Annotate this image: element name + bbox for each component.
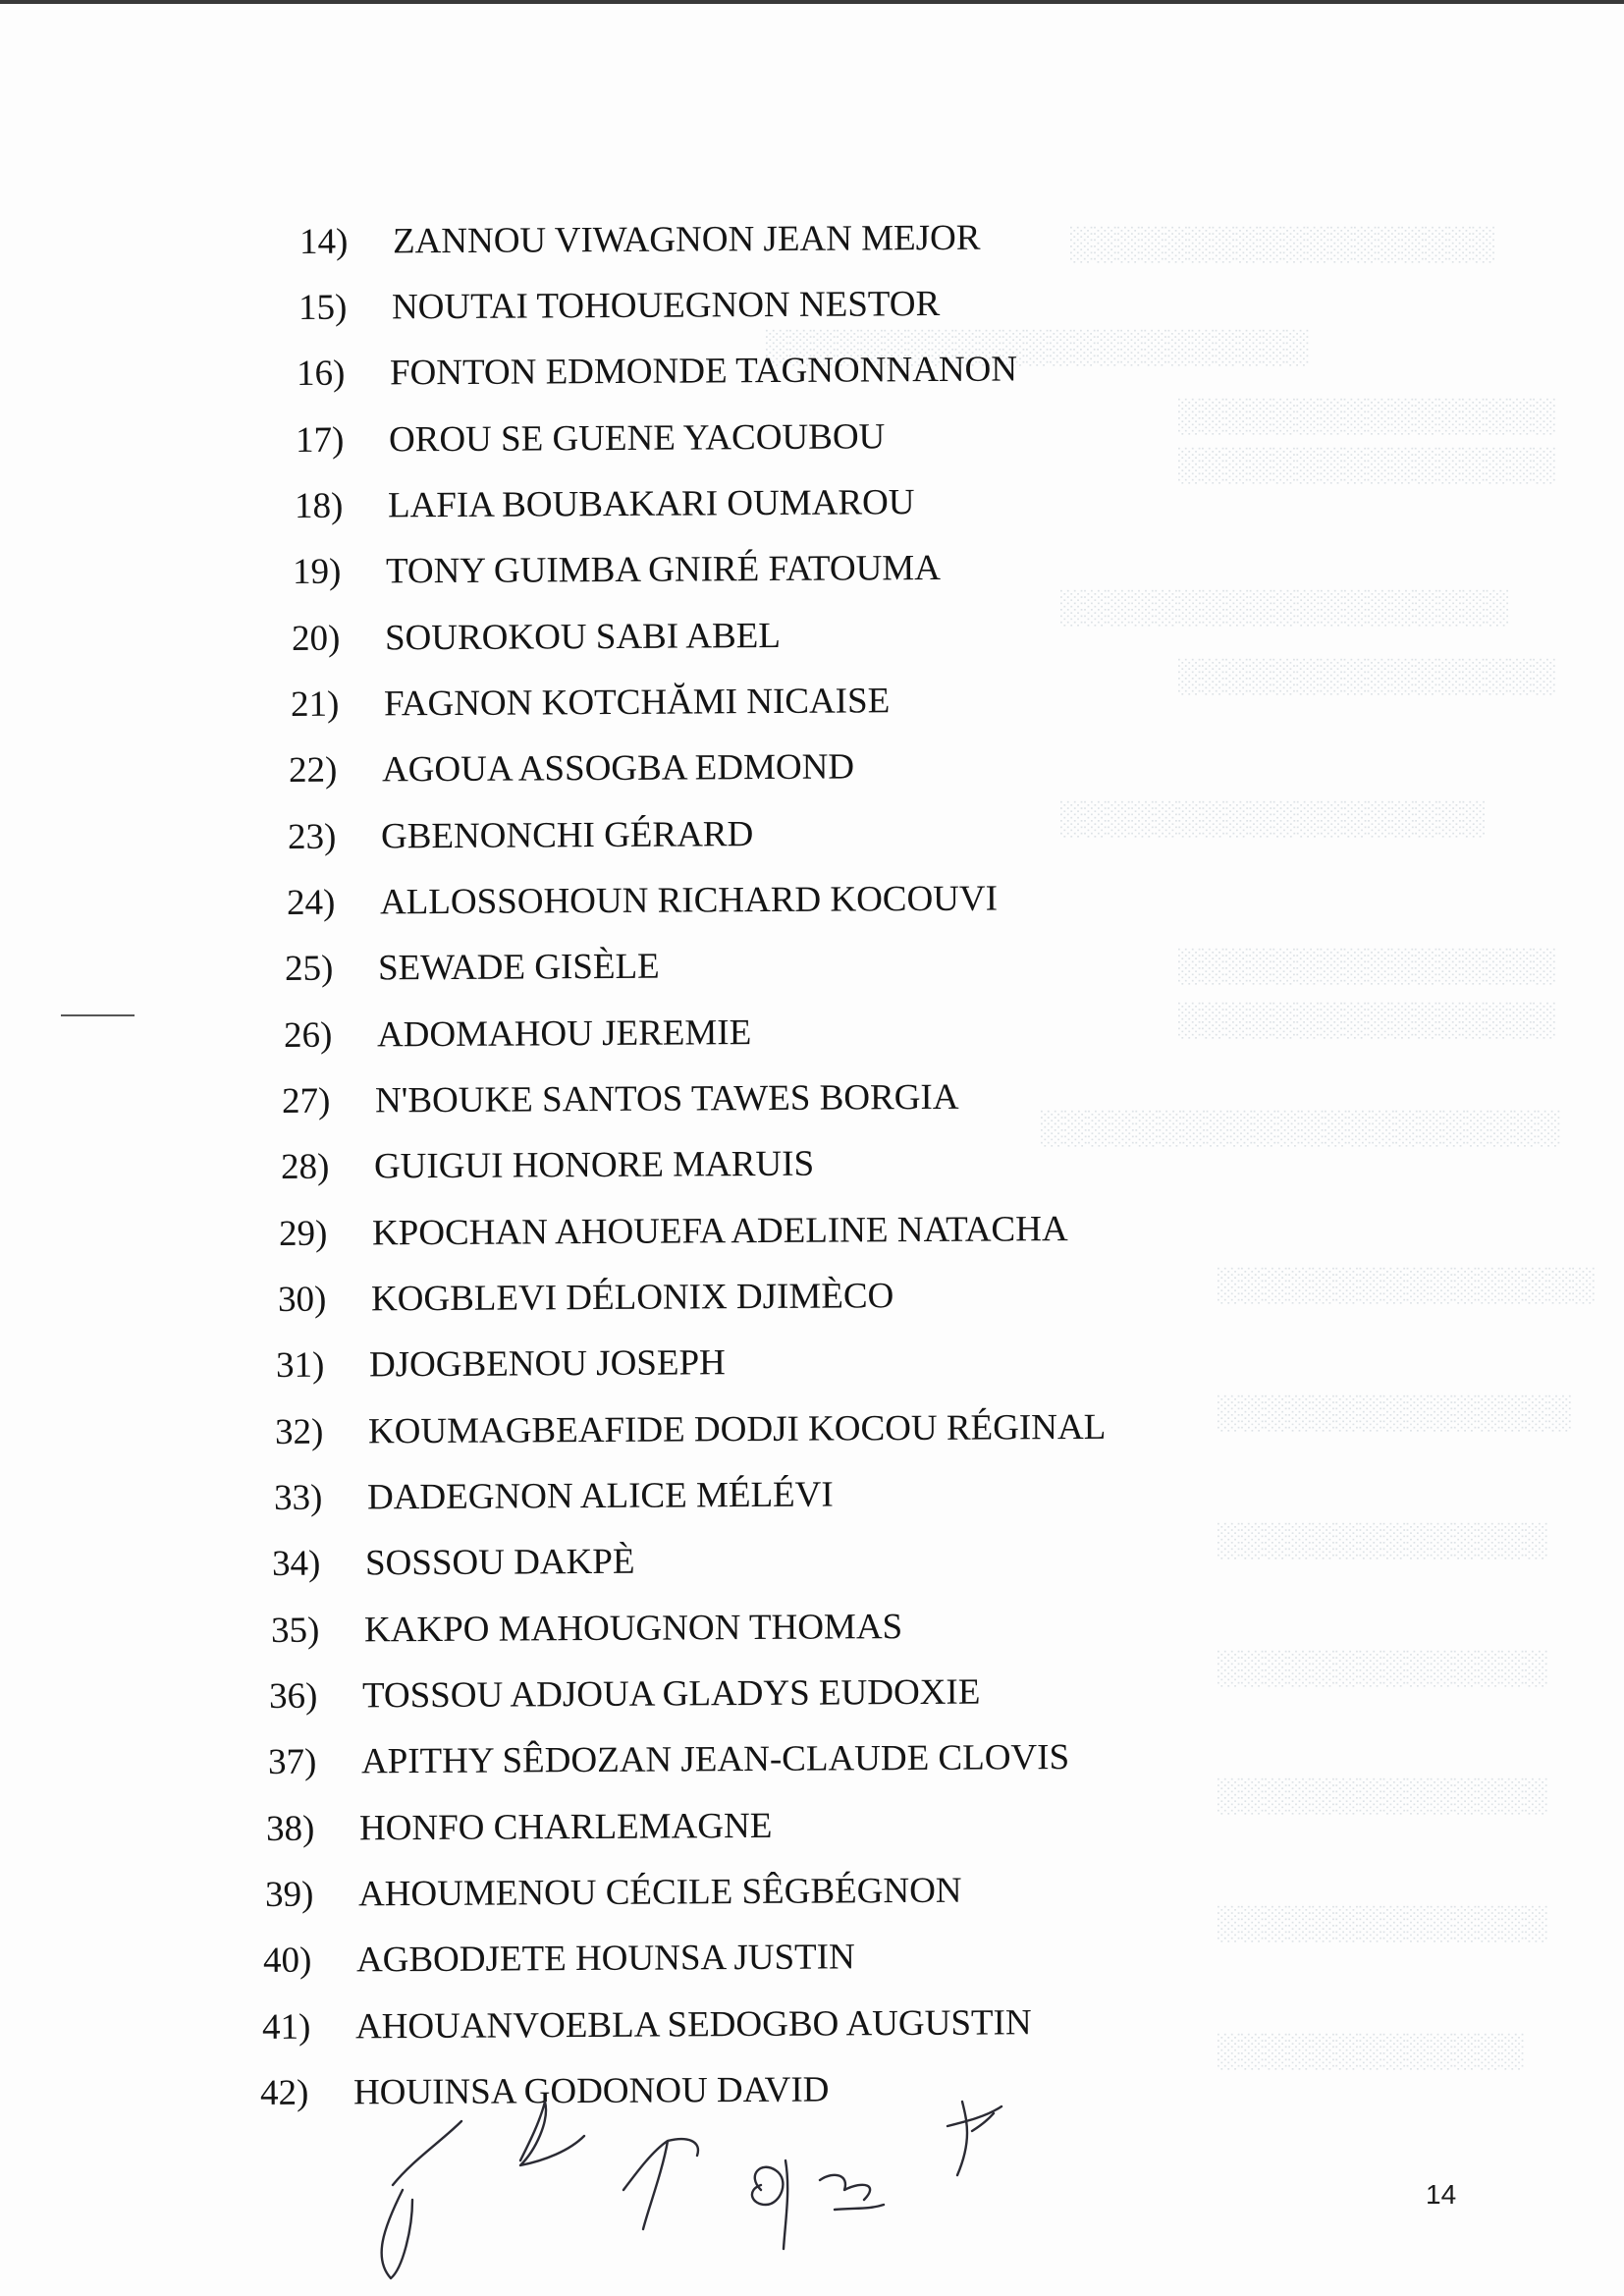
list-item-name: HONFO CHARLEMAGNE xyxy=(358,1805,773,1849)
list-item-name: FONTON EDMONDE TAGNONNANON xyxy=(389,349,1018,394)
bleed-through-text: ░░░░░░░░░░░░░░░░ xyxy=(1178,948,1557,984)
list-item xyxy=(284,1009,752,1061)
list-item-name: FAGNON KOTCHĂMI NICAISE xyxy=(383,681,891,725)
bleed-through-text: ░░░░░░░░░░░░░░░░░░░ xyxy=(1060,589,1510,626)
list-item-name: SOSSOU DAKPÈ xyxy=(364,1541,635,1584)
list-item-number: 31) xyxy=(275,1344,325,1386)
handwritten-signatures xyxy=(373,2082,1080,2288)
list-item xyxy=(285,943,660,994)
bleed-through-text: ░░░░░░░░░░░░░░░░ xyxy=(1178,658,1557,694)
signature-stroke xyxy=(520,2102,584,2165)
list-item-name: HOUINSA GODONOU DAVID xyxy=(352,2069,830,2113)
list-item-name: SEWADE GISÈLE xyxy=(377,946,660,989)
list-item-number: 36) xyxy=(268,1675,318,1717)
list-item-name: TOSSOU ADJOUA GLADYS EUDOXIE xyxy=(361,1671,981,1717)
bleed-through-text: ░░░░░░░░░░░░░░░░ xyxy=(1178,447,1557,483)
list-item-name: AHOUANVOEBLA SEDOGBO AUGUSTIN xyxy=(354,2002,1032,2048)
list-item-number: 38) xyxy=(265,1808,315,1849)
list-item-name: GUIGUI HONORE MARUIS xyxy=(373,1143,815,1187)
list-item-name: KOUMAGBEAFIDE DODJI KOCOU RÉGINAL xyxy=(367,1406,1107,1452)
list-item-name: DJOGBENOU JOSEPH xyxy=(368,1342,726,1386)
list-item-name: AGOUA ASSOGBA EDMOND xyxy=(381,746,855,791)
list-item-number: 19) xyxy=(292,551,342,592)
list-item xyxy=(275,1403,1107,1457)
list-item-number: 26) xyxy=(283,1014,333,1056)
list-item xyxy=(265,1867,962,1920)
list-item-name: NOUTAI TOHOUEGNON NESTOR xyxy=(391,284,941,328)
list-item-name: ZANNOU VIWAGNON JEAN MEJOR xyxy=(392,217,981,262)
bleed-through-text: ░░░░░░░░░░░░░░ xyxy=(1218,1650,1549,1686)
list-item xyxy=(295,478,915,531)
list-item-name: ALLOSSOHOUN RICHARD KOCOUVI xyxy=(379,878,999,923)
bleed-through-text: ░░░░░░░░░░░░░░ xyxy=(1218,1905,1549,1941)
list-item xyxy=(293,544,941,597)
list-item-number: 33) xyxy=(273,1477,323,1518)
signature-stroke xyxy=(947,2102,1001,2175)
bleed-through-text: ░░░░░░░░░░░░░░░░ xyxy=(1218,1267,1597,1303)
list-item-number: 22) xyxy=(288,749,338,791)
list-item xyxy=(291,677,891,730)
bleed-through-text: ░░░░░░░░░░░░░░░░ xyxy=(1178,1002,1557,1038)
bleed-through-text: ░░░░░░░░░░░░░░░░░░░░░░ xyxy=(1041,1110,1561,1146)
list-item-number: 25) xyxy=(284,948,334,989)
list-item-number: 42) xyxy=(259,2072,309,2113)
list-item-name: OROU SE GUENE YACOUBOU xyxy=(388,416,886,461)
list-item-name: N'BOUKE SANTOS TAWES BORGIA xyxy=(374,1076,959,1121)
list-item-number: 27) xyxy=(281,1080,331,1121)
bleed-through-text: ░░░░░░░░░░░░░░░░░░ xyxy=(1070,226,1496,262)
list-item-number: 23) xyxy=(287,816,337,857)
list-item-name: TONY GUIMBA GNIRÉ FATOUMA xyxy=(385,547,942,592)
list-item xyxy=(276,1339,726,1391)
list-item-name: KPOCHAN AHOUEFA ADELINE NATACHA xyxy=(371,1209,1068,1254)
list-item xyxy=(263,1933,855,1986)
list-item xyxy=(288,810,754,862)
list-item xyxy=(292,612,781,664)
list-item-number: 39) xyxy=(264,1874,314,1915)
list-item-number: 17) xyxy=(295,419,345,461)
list-item-number: 30) xyxy=(277,1279,327,1320)
list-item xyxy=(297,346,1017,399)
bleed-through-text: ░░░░░░░░░░░░░ xyxy=(1218,2033,1526,2069)
list-item-number: 32) xyxy=(274,1411,324,1452)
signature-stroke xyxy=(382,2121,461,2278)
list-item-number: 28) xyxy=(280,1146,330,1187)
list-item-name: LAFIA BOUBAKARI OUMAROU xyxy=(387,482,915,526)
list-item-number: 29) xyxy=(278,1213,328,1254)
list-item-number: 35) xyxy=(270,1610,320,1651)
list-item xyxy=(289,742,854,795)
bleed-through-text: ░░░░░░░░░░░░░░░ xyxy=(1218,1394,1573,1431)
list-item-name: APITHY SÊDOZAN JEAN-CLAUDE CLOVIS xyxy=(360,1737,1070,1782)
list-item xyxy=(282,1073,959,1126)
signature-stroke xyxy=(820,2175,884,2210)
list-item-number: 16) xyxy=(296,353,346,394)
list-item-name: AHOUMENOU CÉCILE SÊGBÉGNON xyxy=(357,1870,962,1915)
signature-stroke xyxy=(752,2160,787,2249)
bleed-through-text: ░░░░░░░░░░░░░░░░░░ xyxy=(1060,800,1487,837)
list-item xyxy=(296,412,886,465)
list-item xyxy=(299,214,981,267)
list-item-number: 15) xyxy=(298,287,348,328)
list-item-name: AGBODJETE HOUNSA JUSTIN xyxy=(355,1937,855,1981)
list-item xyxy=(298,280,940,333)
list-item xyxy=(266,1802,773,1854)
list-item xyxy=(278,1272,894,1325)
list-item xyxy=(279,1205,1068,1259)
page-number: 14 xyxy=(1426,2179,1457,2210)
bleed-through-text: ░░░░░░░░░░░░░░ xyxy=(1218,1777,1549,1814)
list-item-number: 21) xyxy=(290,683,340,725)
list-item-number: 20) xyxy=(291,618,341,659)
bleed-through-text: ░░░░░░░░░░░░░░░░░░░░░░░ xyxy=(766,329,1311,365)
list-item xyxy=(281,1140,814,1192)
list-item-name: DADEGNON ALICE MÉLÉVI xyxy=(366,1474,834,1518)
list-item xyxy=(287,875,998,928)
bleed-through-text: ░░░░░░░░░░░░░░ xyxy=(1218,1522,1549,1558)
list-item-name: SOUROKOU SABI ABEL xyxy=(384,615,782,659)
list-item-number: 24) xyxy=(286,882,336,923)
list-item xyxy=(274,1471,834,1523)
list-item xyxy=(262,1998,1032,2052)
list-item-name: KOGBLEVI DÉLONIX DJIMÈCO xyxy=(370,1276,894,1320)
list-item-number: 37) xyxy=(267,1741,317,1782)
list-item-number: 40) xyxy=(262,1940,312,1981)
signature-stroke xyxy=(623,2139,698,2229)
list-item-name: GBENONCHI GÉRARD xyxy=(380,814,754,857)
list-item xyxy=(271,1603,902,1656)
bleed-through-text: ░░░░░░░░░░░░░░░░ xyxy=(1178,398,1557,434)
list-item-number: 14) xyxy=(298,221,349,262)
list-item-number: 18) xyxy=(294,485,344,526)
list-item-number: 41) xyxy=(261,2006,311,2048)
list-item xyxy=(272,1538,635,1589)
list-item-number: 34) xyxy=(271,1543,321,1584)
list-item xyxy=(269,1668,981,1722)
list-item-name: ADOMAHOU JEREMIE xyxy=(376,1012,752,1056)
list-item-name: KAKPO MAHOUGNON THOMAS xyxy=(363,1607,903,1651)
list-item xyxy=(268,1733,1069,1787)
